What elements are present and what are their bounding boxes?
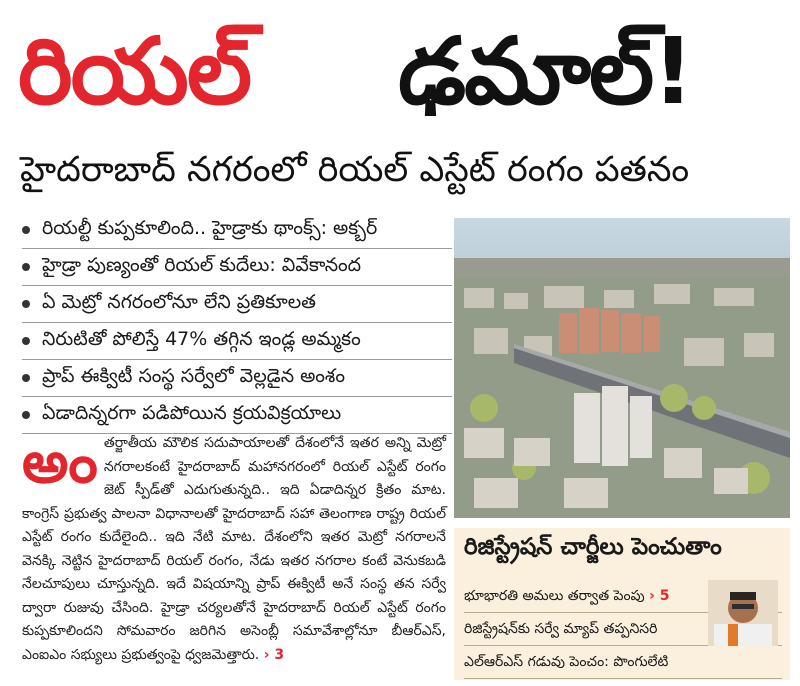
headline-red-word: రియల్ bbox=[18, 18, 251, 125]
bullet-dot-icon bbox=[22, 226, 30, 234]
bullet-dot-icon bbox=[22, 263, 30, 271]
bullet-item: ఏడాదిన్నరగా పడిపోయిన క్రయవిక్రయాలు bbox=[22, 397, 452, 434]
bullet-item: ప్రాప్ ఈక్విటీ సంస్థ సర్వేలో వెల్లడైన అంశం bbox=[22, 360, 452, 397]
sidebar-line: భూభారతి అమలు తర్వాత పెంపు › 5 bbox=[464, 580, 782, 613]
sidebar-title: రిజిస్ట్రేషన్ చార్జీలు పెంచుతాం bbox=[464, 534, 722, 560]
article-text: తర్జాతీయ మౌలిక సదుపాయాలతో దేశంలోనే ఇతర అన్ని మెట్రో నగరాలకంటే హైదరాబాద్ మహానగరంలో రియల్ ఎస్టేట్ రంగం జెట్ స్పీడ్‌తో ఎదుగుతున్నది.. ఇది ఏడాదిన్నర క్రితం మాట. కాంగ్రెస్ ప్రభుత్వ పాలనా విధానాలతో హైదరాబాద్ సహా తెలంగాణ రాష్ట్ర రియల్ ఎస్టేట్ రంగం కుదేలైంది.. ఇది నేటి మాట. దేశంలోని ఇతర మెట్రో నగరాలనే వెనక్కి నెట్టిన హైదరాబాద్ రియల్ రంగం, నేడు ఇతర నగరాల కంటే వెనుకబడి నేలచూపులు చూస్తున్నది. ఇదే విషయాన్ని ప్రాప్ ఈక్విటీ అనే సంస్థ తన సర్వే ద్వారా రుజువు చేసింది. హైడ్రా చర్యలతోనే హైదరాబాద్ రియల్ ఎస్టేట్ రంగం కుప్పకూలిందని సోమవారం జరిగిన అసెంబ్లీ సమావేశాల్లోనూ బీఆర్ఎస్, ఎంఐఎం సభ్యులు ప్రభుత్వంపై ధ్వజమెత్తారు. bbox=[22, 435, 446, 663]
bullet-item: నిరుటితో పోలిస్తే 47% తగ్గిన ఇండ్ల అమ్మకం bbox=[22, 323, 452, 360]
minister-portrait bbox=[708, 580, 778, 646]
bullet-dot-icon bbox=[22, 411, 30, 419]
sidebar-jump: › 5 bbox=[649, 588, 670, 604]
article-jump: › 3 bbox=[263, 646, 285, 663]
bullet-item: హైడ్రా పుణ్యంతో రియల్ కుదేలు: వివేకానంద bbox=[22, 249, 452, 286]
bullet-item: రియల్టీ కుప్పకూలింది.. హైడ్రాకు థాంక్స్: అక్బర్ bbox=[22, 212, 452, 249]
sidebar-line: రిజిస్ట్రేషన్‌కు సర్వే మ్యాప్ తప్పనిసరి bbox=[464, 613, 782, 646]
city-aerial-photo bbox=[454, 218, 790, 518]
sidebar-line: ఎల్ఆర్ఎస్ గడువు పెంచం: పొంగులేటి bbox=[464, 646, 782, 679]
subheadline: హైదరాబాద్ నగరంలో రియల్ ఎస్టేట్ రంగం పతనం bbox=[20, 150, 690, 190]
sidebar-box bbox=[454, 528, 790, 680]
bullet-dot-icon bbox=[22, 374, 30, 382]
bullet-dot-icon bbox=[22, 337, 30, 345]
bullet-dot-icon bbox=[22, 300, 30, 308]
dropcap: అం bbox=[22, 428, 98, 496]
bullet-list bbox=[22, 212, 452, 434]
article-body bbox=[22, 428, 446, 667]
headline bbox=[0, 0, 800, 140]
bullet-item: ఏ మెట్రో నగరంలోనూ లేని ప్రతికూలత bbox=[22, 286, 452, 323]
headline-black-word: ఢమాల్! bbox=[398, 18, 693, 125]
